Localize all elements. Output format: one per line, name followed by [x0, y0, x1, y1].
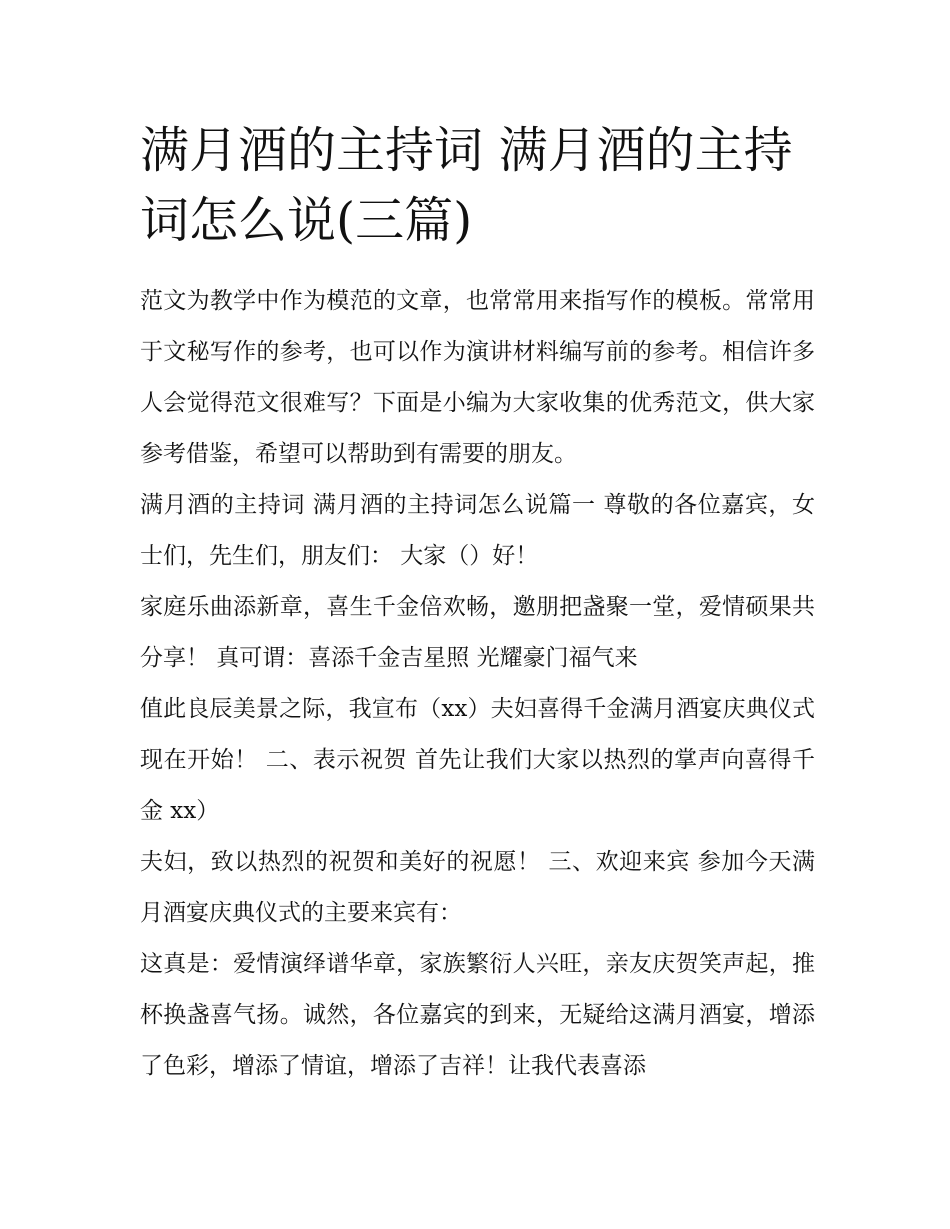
paragraph-announcement: 值此良辰美景之际，我宣布（xx）夫妇喜得千金满月酒宴庆典仪式现在开始！ 二、表示祝贺 首先让我们大家以热烈的掌声向喜得千金 xx） [140, 696, 815, 824]
paragraph-celebration: 家庭乐曲添新章，喜生千金倍欢畅，邀朋把盏聚一堂，爱情硕果共分享！ 真可谓：喜添千金吉星照 光耀豪门福气来 [140, 594, 815, 671]
paragraph-intro: 范文为教学中作为模范的文章，也常常用来指写作的模板。常常用于文秘写作的参考，也可以作为演讲材料编写前的参考。相信许多人会觉得范文很难写？下面是小编为大家收集的优秀范文，供大家参考借鉴，希望可以帮助到有需要的朋友。 [140, 288, 815, 467]
paragraph-guests: 这真是：爱情演绎谱华章，家族繁衍人兴旺，亲友庆贺笑声起，推杯换盏喜气扬。诚然，各位嘉宾的到来，无疑给这满月酒宴，增添了色彩，增添了情谊，增添了吉祥！让我代表喜添 [140, 951, 815, 1079]
paragraph-wishes: 夫妇，致以热烈的祝贺和美好的祝愿！ 三、欢迎来宾 参加今天满月酒宴庆典仪式的主要来宾有： [140, 849, 815, 926]
document-page [140, 116, 815, 1092]
document-title: 满月酒的主持词 满月酒的主持词怎么说(三篇) [140, 122, 793, 249]
paragraph-greeting: 满月酒的主持词 满月酒的主持词怎么说篇一 尊敬的各位嘉宾，女士们，先生们，朋友们： 大家（）好！ [140, 492, 815, 569]
